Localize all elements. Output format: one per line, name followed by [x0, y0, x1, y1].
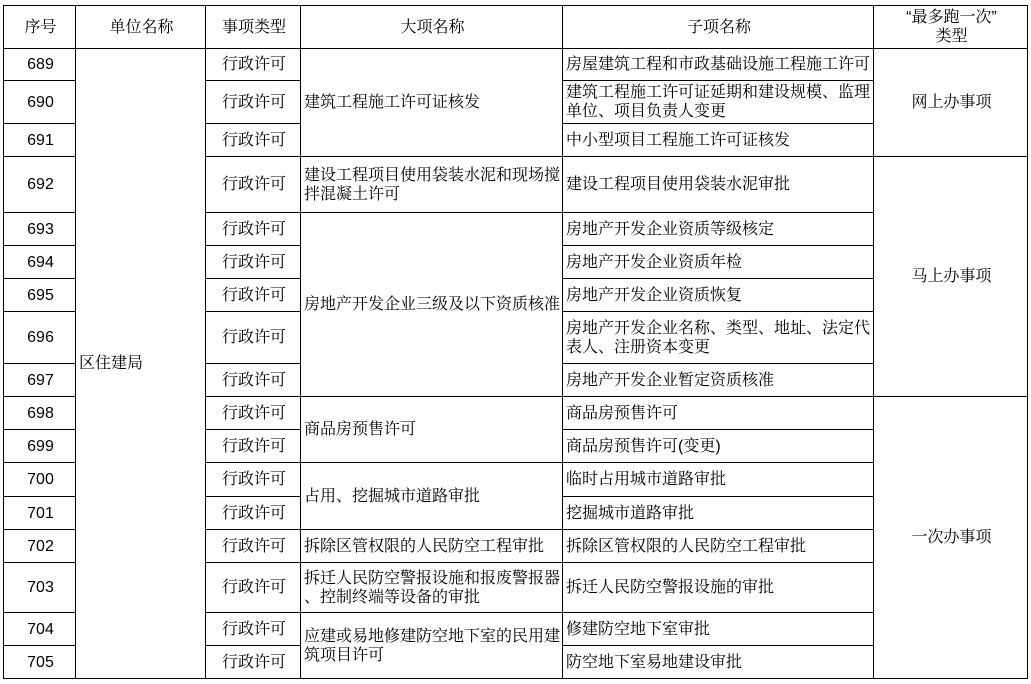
- header-major-item: 大项名称: [301, 6, 563, 49]
- major-item-cell: 应建或易地修建防空地下室的民用建筑项目许可: [301, 613, 563, 679]
- matter-type-cell: 行政许可: [206, 279, 301, 312]
- matter-type-cell: 行政许可: [206, 157, 301, 213]
- seq-cell: 693: [4, 213, 76, 246]
- seq-cell: 705: [4, 646, 76, 679]
- sub-item-cell: 中小型项目工程施工许可证核发: [563, 124, 874, 157]
- matter-type-cell: 行政许可: [206, 213, 301, 246]
- seq-cell: 694: [4, 246, 76, 279]
- table-row: [4, 49, 1028, 81]
- seq-cell: 704: [4, 613, 76, 646]
- sub-item-cell: 商品房预售许可: [563, 397, 874, 430]
- sub-item-cell: 临时占用城市道路审批: [563, 463, 874, 497]
- header-run-once-type-line1: “最多跑一次”: [906, 9, 997, 26]
- sub-item-cell: 房地产开发企业暂定资质核准: [563, 364, 874, 397]
- sub-item-cell: 建筑工程施工许可证延期和建设规模、监理单位、项目负责人变更: [563, 81, 874, 124]
- header-run-once-type-line2: 类型: [935, 28, 968, 45]
- matter-type-cell: 行政许可: [206, 497, 301, 530]
- seq-cell: 703: [4, 563, 76, 613]
- seq-cell: 689: [4, 49, 76, 81]
- matter-type-cell: 行政许可: [206, 463, 301, 497]
- matter-type-cell: 行政许可: [206, 81, 301, 124]
- major-item-cell: 拆除区管权限的人民防空工程审批: [301, 530, 563, 563]
- matter-type-cell: 行政许可: [206, 124, 301, 157]
- matter-type-cell: 行政许可: [206, 646, 301, 679]
- run-once-type-cell: 一次办事项: [874, 397, 1028, 679]
- seq-cell: 696: [4, 312, 76, 364]
- header-unit: 单位名称: [76, 6, 206, 49]
- matter-type-cell: 行政许可: [206, 49, 301, 81]
- seq-cell: 699: [4, 430, 76, 463]
- sub-item-cell: 房地产开发企业资质年检: [563, 246, 874, 279]
- sub-item-cell: 房地产开发企业资质等级核定: [563, 213, 874, 246]
- unit-name-cell: 区住建局: [76, 49, 206, 679]
- sub-item-cell: 商品房预售许可(变更): [563, 430, 874, 463]
- matters-table: [3, 5, 1028, 679]
- matter-type-cell: 行政许可: [206, 397, 301, 430]
- run-once-type-cell: 网上办事项: [874, 49, 1028, 157]
- sub-item-cell: 房地产开发企业名称、类型、地址、法定代表人、注册资本变更: [563, 312, 874, 364]
- matter-type-cell: 行政许可: [206, 430, 301, 463]
- sub-item-cell: 房地产开发企业资质恢复: [563, 279, 874, 312]
- sub-item-cell: 建设工程项目使用袋装水泥审批: [563, 157, 874, 213]
- header-row: [4, 6, 1028, 49]
- matter-type-cell: 行政许可: [206, 613, 301, 646]
- seq-cell: 702: [4, 530, 76, 563]
- table-body: [4, 49, 1028, 679]
- matter-type-cell: 行政许可: [206, 364, 301, 397]
- seq-cell: 701: [4, 497, 76, 530]
- seq-cell: 700: [4, 463, 76, 497]
- matter-type-cell: 行政许可: [206, 246, 301, 279]
- sub-item-cell: 拆除区管权限的人民防空工程审批: [563, 530, 874, 563]
- sub-item-cell: 挖掘城市道路审批: [563, 497, 874, 530]
- header-matter-type: 事项类型: [206, 6, 301, 49]
- major-item-cell: 拆迁人民防空警报设施和报废警报器、控制终端等设备的审批: [301, 563, 563, 613]
- matter-type-cell: 行政许可: [206, 312, 301, 364]
- major-item-cell: 占用、挖掘城市道路审批: [301, 463, 563, 530]
- sub-item-cell: 房屋建筑工程和市政基础设施工程施工许可: [563, 49, 874, 81]
- seq-cell: 692: [4, 157, 76, 213]
- header-sub-item: 子项名称: [563, 6, 874, 49]
- matter-type-cell: 行政许可: [206, 563, 301, 613]
- major-item-cell: 商品房预售许可: [301, 397, 563, 463]
- seq-cell: 698: [4, 397, 76, 430]
- major-item-cell: 建筑工程施工许可证核发: [301, 49, 563, 157]
- table-header: [4, 6, 1028, 49]
- seq-cell: 697: [4, 364, 76, 397]
- seq-cell: 695: [4, 279, 76, 312]
- sub-item-cell: 防空地下室易地建设审批: [563, 646, 874, 679]
- sub-item-cell: 拆迁人民防空警报设施的审批: [563, 563, 874, 613]
- header-run-once-type: [874, 6, 1028, 49]
- run-once-type-cell: 马上办事项: [874, 157, 1028, 397]
- matter-type-cell: 行政许可: [206, 530, 301, 563]
- sub-item-cell: 修建防空地下室审批: [563, 613, 874, 646]
- seq-cell: 691: [4, 124, 76, 157]
- major-item-cell: 建设工程项目使用袋装水泥和现场搅拌混凝土许可: [301, 157, 563, 213]
- seq-cell: 690: [4, 81, 76, 124]
- header-seq: 序号: [4, 6, 76, 49]
- major-item-cell: 房地产开发企业三级及以下资质核准: [301, 213, 563, 397]
